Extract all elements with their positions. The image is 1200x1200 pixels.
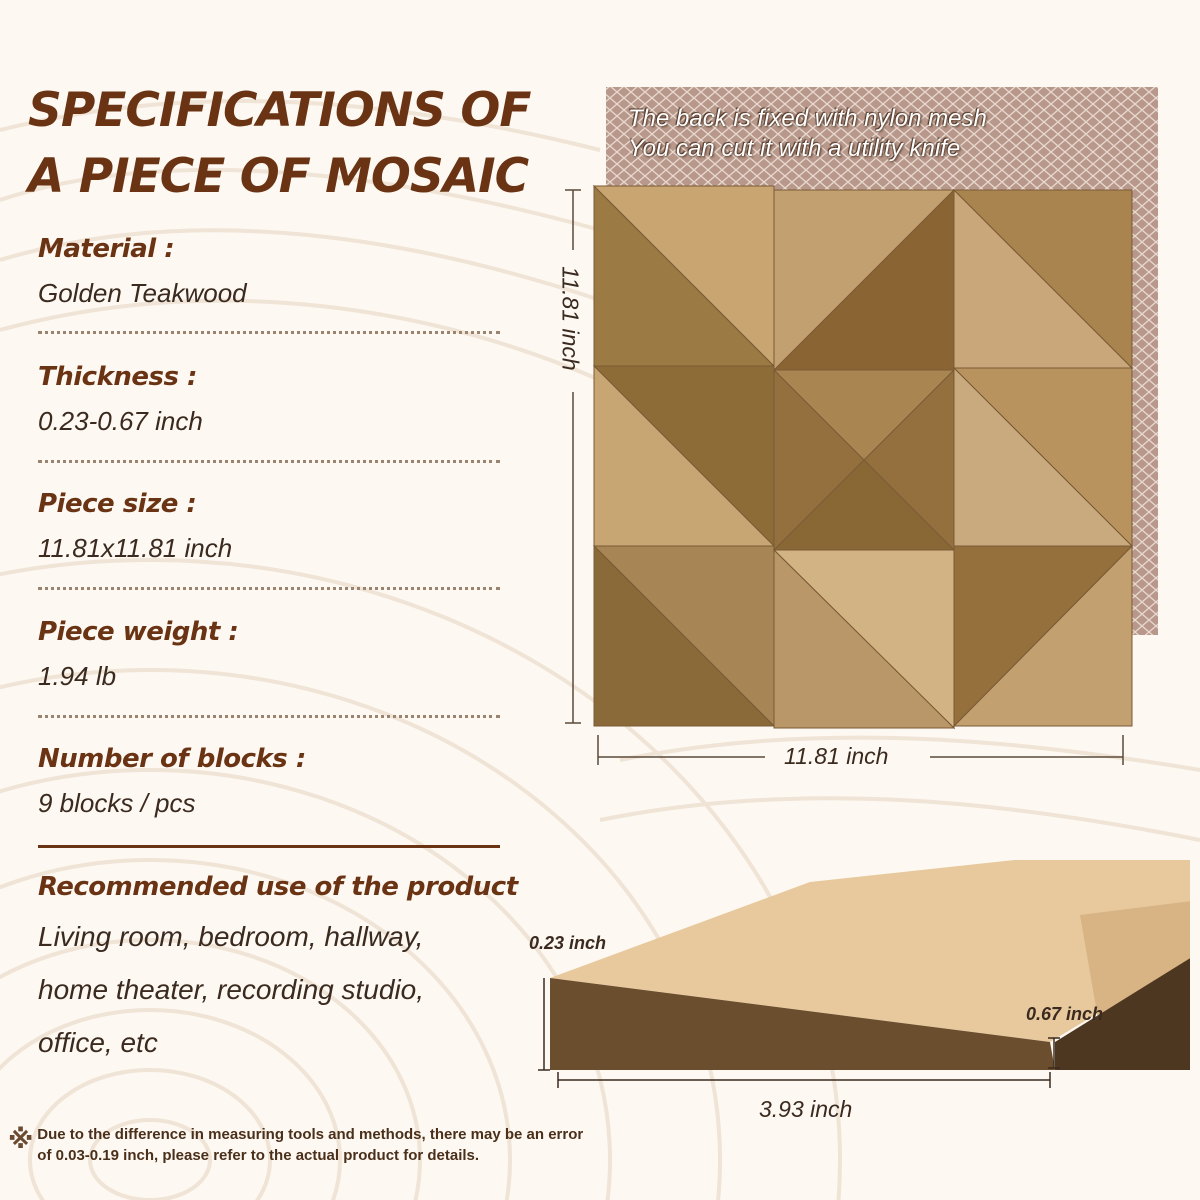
title-line-2: A PIECE OF MOSAIC — [28, 149, 529, 204]
dotted-divider — [38, 460, 500, 463]
mosaic-product-image — [540, 80, 1180, 780]
dimension-width-label: 11.81 inch — [784, 743, 889, 769]
spec-value: 1.94 lb — [38, 661, 117, 691]
usage-label: Recommended use of the product — [38, 872, 518, 902]
dimension-thin-edge-label: 0.23 inch — [529, 933, 607, 953]
title-line-1: SPECIFICATIONS OF — [28, 83, 531, 138]
spec-value: 9 blocks / pcs — [38, 788, 196, 818]
spec-value: 0.23-0.67 inch — [38, 406, 203, 436]
footnote — [8, 1124, 588, 1166]
dimension-block-width-label: 3.93 inch — [759, 1096, 853, 1122]
spec-material — [38, 232, 508, 310]
dotted-divider — [38, 715, 500, 718]
spec-piece-weight — [38, 615, 508, 693]
page-title — [28, 78, 568, 210]
mesh-caption — [628, 104, 1148, 164]
usage-line: office, etc — [38, 1027, 158, 1058]
usage-lines — [38, 910, 538, 1069]
solid-divider — [38, 845, 500, 848]
mosaic-blocks — [594, 186, 1132, 728]
spec-value: Golden Teakwood — [38, 278, 247, 308]
spec-number-of-blocks — [38, 742, 508, 820]
usage-line: home theater, recording studio, — [38, 974, 425, 1005]
spec-label: Piece size : — [38, 489, 197, 519]
spec-value: 11.81x11.81 inch — [38, 533, 233, 563]
recommended-use — [38, 870, 538, 1069]
block-cross-section-image — [520, 860, 1190, 1090]
footnote-text: Due to the difference in measuring tools and methods, there may be an error of 0.03-0.19 inch, please refer to the actual product for details. — [37, 1126, 584, 1164]
spec-label: Thickness : — [38, 362, 197, 392]
spec-piece-size — [38, 487, 508, 565]
spec-label: Piece weight : — [38, 617, 239, 647]
mesh-caption-line-1: The back is fixed with nylon mesh — [628, 105, 987, 132]
reference-mark-icon: ※ — [8, 1124, 34, 1154]
dimension-height-label: 11.81 inch — [557, 266, 584, 371]
usage-line: Living room, bedroom, hallway, — [38, 921, 424, 952]
spec-label: Material : — [38, 234, 175, 264]
dotted-divider — [38, 331, 500, 334]
dotted-divider — [38, 587, 500, 590]
mesh-caption-line-2: You can cut it with a utility knife — [628, 135, 961, 162]
spec-thickness — [38, 360, 508, 438]
spec-label: Number of blocks : — [38, 744, 306, 774]
dimension-thick-edge-label: 0.67 inch — [1026, 1004, 1104, 1024]
